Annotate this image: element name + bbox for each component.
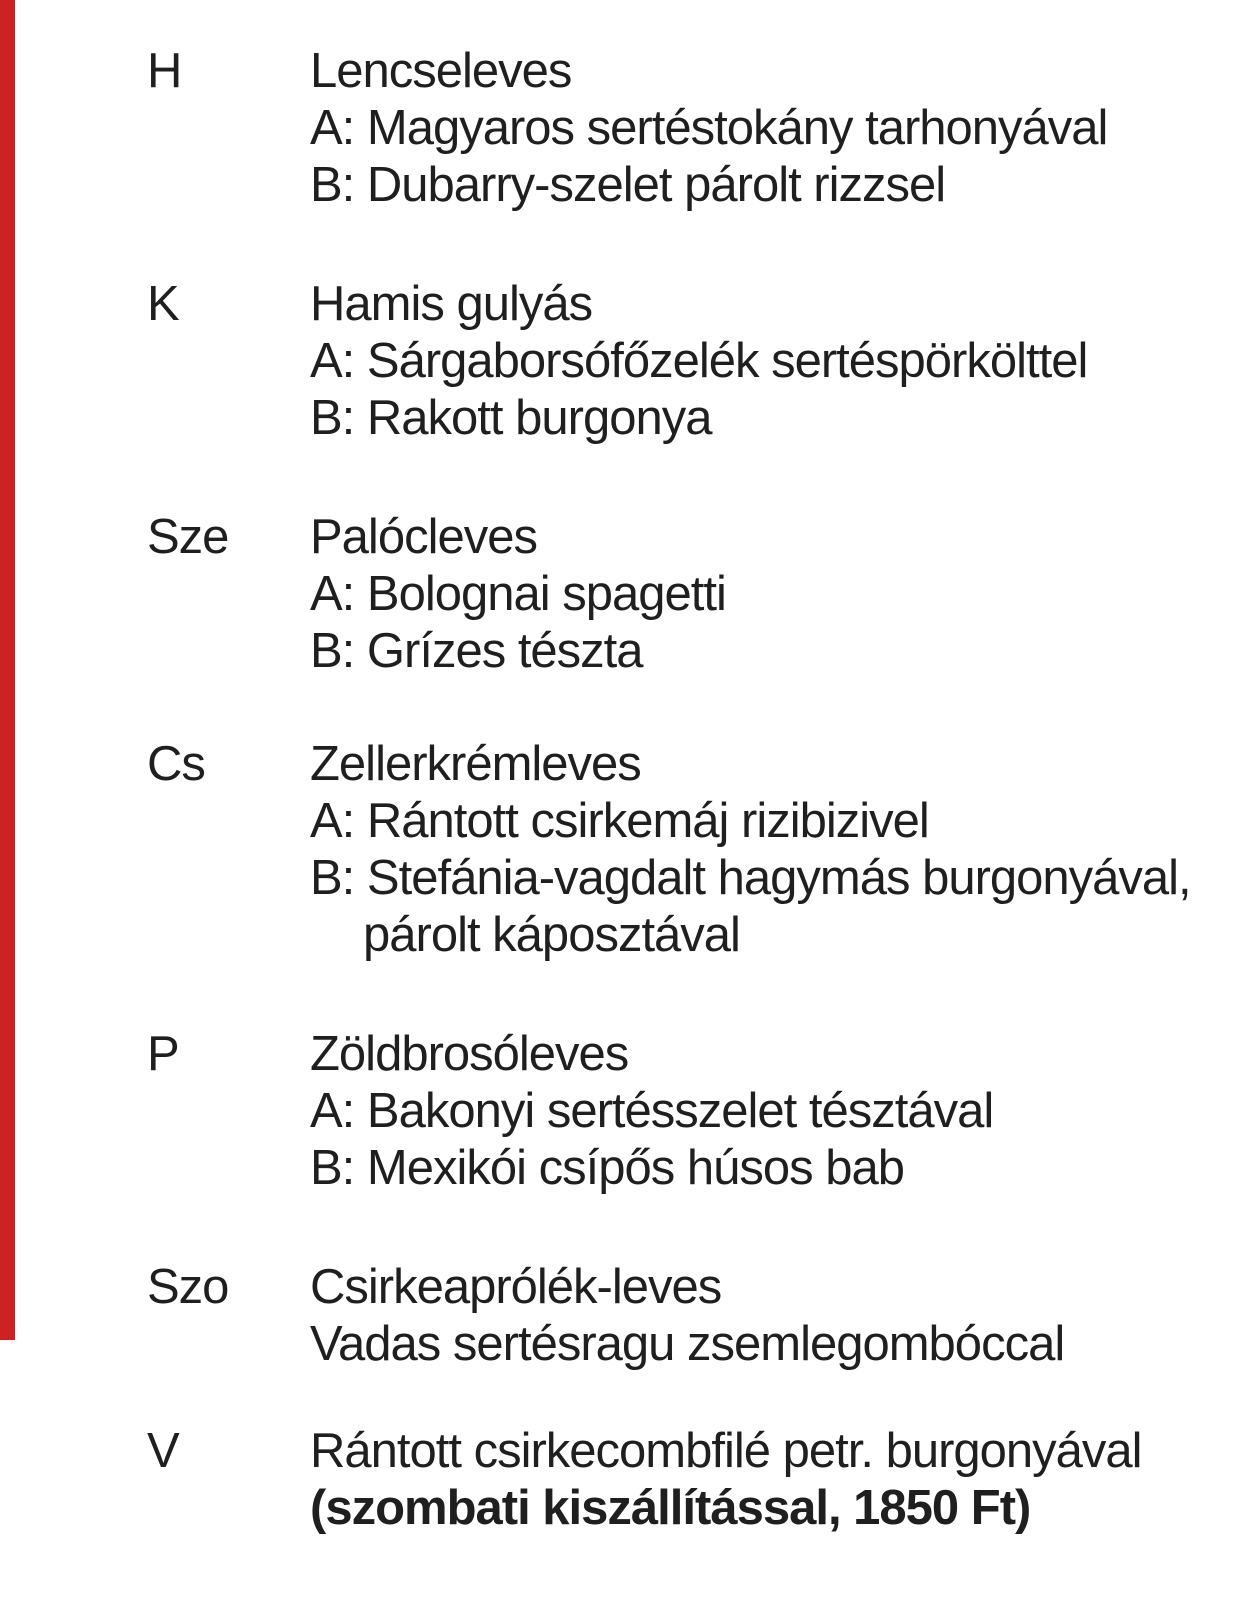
- dish-list: [310, 1423, 1230, 1537]
- soup-name: Palócleves: [310, 510, 537, 564]
- dish-list: [310, 43, 1230, 214]
- day-label: Cs: [147, 737, 205, 791]
- day-label: V: [147, 1424, 179, 1478]
- menu-b-line: B: Stefánia-vagdalt hagymás burgonyával,: [310, 851, 1191, 905]
- menu-b-continuation-line: párolt káposztával: [363, 908, 740, 962]
- dish-list: [310, 509, 1230, 680]
- dish-list: [310, 736, 1230, 964]
- menu-a-line: A: Bakonyi sertésszelet tésztával: [310, 1084, 994, 1138]
- day-label: H: [147, 44, 182, 98]
- soup-name: Lencseleves: [310, 44, 572, 98]
- dish-list: [310, 1259, 1230, 1373]
- soup-name: Hamis gulyás: [310, 277, 593, 331]
- menu-a-line: A: Bolognai spagetti: [310, 567, 726, 621]
- dish-list: [310, 1026, 1230, 1197]
- dish-list: [310, 276, 1230, 447]
- menu-a-line: A: Sárgaborsófőzelék sertéspörkölttel: [310, 334, 1088, 388]
- menu-b-line: B: Grízes tészta: [310, 624, 643, 678]
- menu-a-line: A: Rántott csirkemáj rizibizivel: [310, 794, 929, 848]
- day-label: Szo: [147, 1260, 229, 1314]
- menu-a-line: A: Magyaros sertéstokány tarhonyával: [310, 101, 1108, 155]
- menu-b-line: B: Dubarry-szelet párolt rizzsel: [310, 158, 946, 212]
- day-label: Sze: [147, 510, 229, 564]
- soup-name: Zöldbrosóleves: [310, 1027, 629, 1081]
- day-label: K: [147, 277, 179, 331]
- menu-b-line: B: Mexikói csípős húsos bab: [310, 1141, 904, 1195]
- soup-name: Zellerkrémleves: [310, 737, 641, 791]
- main-dish-line: Vadas sertésragu zsemlegombóccal: [310, 1317, 1065, 1371]
- menu-b-line: B: Rakott burgonya: [310, 391, 712, 445]
- left-accent-bar: [0, 0, 15, 1340]
- soup-name: Csirkeaprólék-leves: [310, 1260, 722, 1314]
- day-label: P: [147, 1027, 179, 1081]
- delivery-note-line: (szombati kiszállítással, 1850 Ft): [310, 1481, 1031, 1535]
- main-dish-line: Rántott csirkecombfilé petr. burgonyával: [310, 1424, 1142, 1478]
